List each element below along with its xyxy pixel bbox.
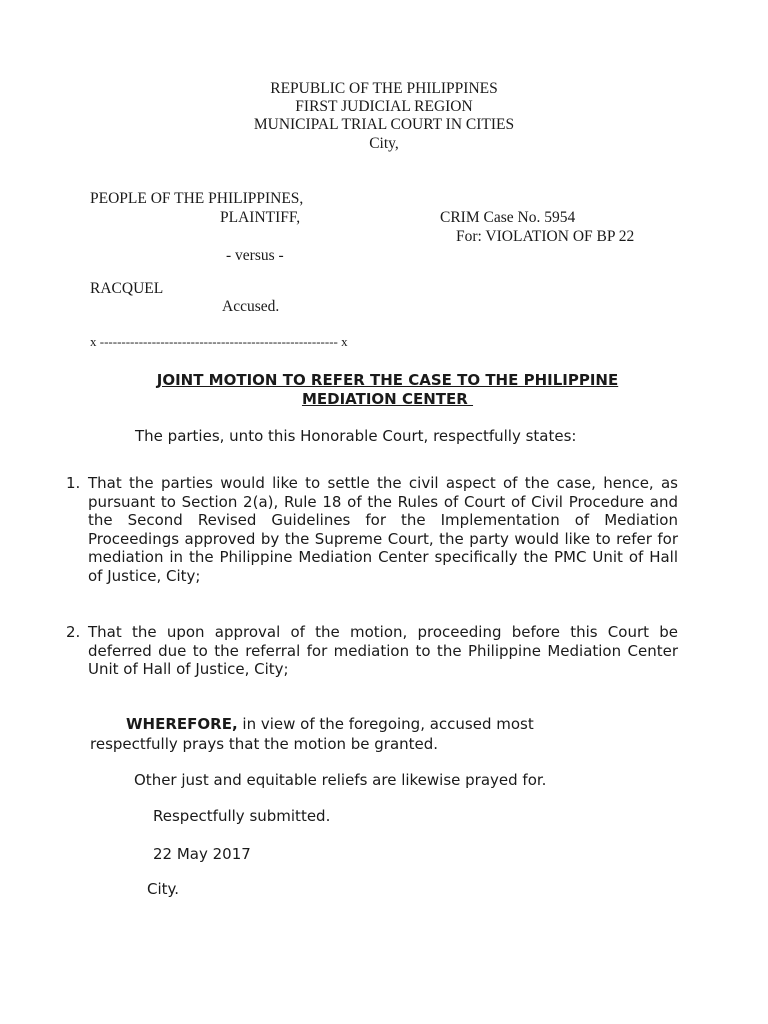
intro-paragraph: The parties, unto this Honorable Court, respectfully states: [135, 427, 577, 445]
case-for: For: VIOLATION OF BP 22 [456, 228, 635, 245]
versus-label: - versus - [226, 247, 284, 264]
header-city: City, [369, 135, 399, 152]
accused-role: Accused. [222, 298, 280, 315]
motion-title-line2: MEDIATION CENTER [301, 390, 474, 408]
motion-title [100, 371, 675, 409]
list-item-text: That the upon approval of the motion, proceeding before this Court be deferred due to the referral for mediation to the Philippine Mediation Center Unit of Hall of Justice, City; [88, 623, 678, 679]
list-item-number: 1. [66, 474, 81, 492]
caption-divider: x ------------------------------------------------------- x [90, 334, 348, 349]
header-judicial-region: FIRST JUDICIAL REGION [295, 98, 473, 115]
accused-name: RACQUEL [90, 280, 164, 297]
wherefore-label: WHEREFORE, [126, 715, 238, 733]
list-item-number: 2. [66, 623, 81, 641]
header-republic: REPUBLIC OF THE PHILIPPINES [270, 80, 498, 97]
case-number: CRIM Case No. 5954 [440, 209, 576, 226]
list-item [66, 474, 678, 586]
prayer-line2: respectfully prays that the motion be granted. [90, 735, 439, 753]
header-court-name: MUNICIPAL TRIAL COURT IN CITIES [253, 116, 515, 133]
plaintiff-name: PEOPLE OF THE PHILIPPINES, [90, 190, 304, 207]
place-text: City. [147, 880, 180, 898]
closing-text: Respectfully submitted. [153, 807, 331, 825]
prayer-line1 [126, 715, 534, 733]
date-text: 22 May 2017 [153, 845, 251, 863]
other-reliefs: Other just and equitable reliefs are likewise prayed for. [134, 771, 547, 789]
motion-title-line1: JOINT MOTION TO REFER THE CASE TO THE PHILIPPINE [156, 371, 619, 389]
plaintiff-role: PLAINTIFF, [220, 209, 301, 226]
list-item [66, 623, 678, 679]
prayer-line1-rest: in view of the foregoing, accused most [237, 715, 534, 733]
list-item-text: That the parties would like to settle the civil aspect of the case, hence, as pursuant to Section 2(a), Rule 18 of the Rules of Court of Civil Procedure and the Second Revised Guidelines for the Implementation of Mediation Proceedings approved by the Supreme Court, the party would like to refer for mediation in the Philippine Mediation Center specifically the PMC Unit of Hall of Justice, City; [88, 474, 678, 585]
